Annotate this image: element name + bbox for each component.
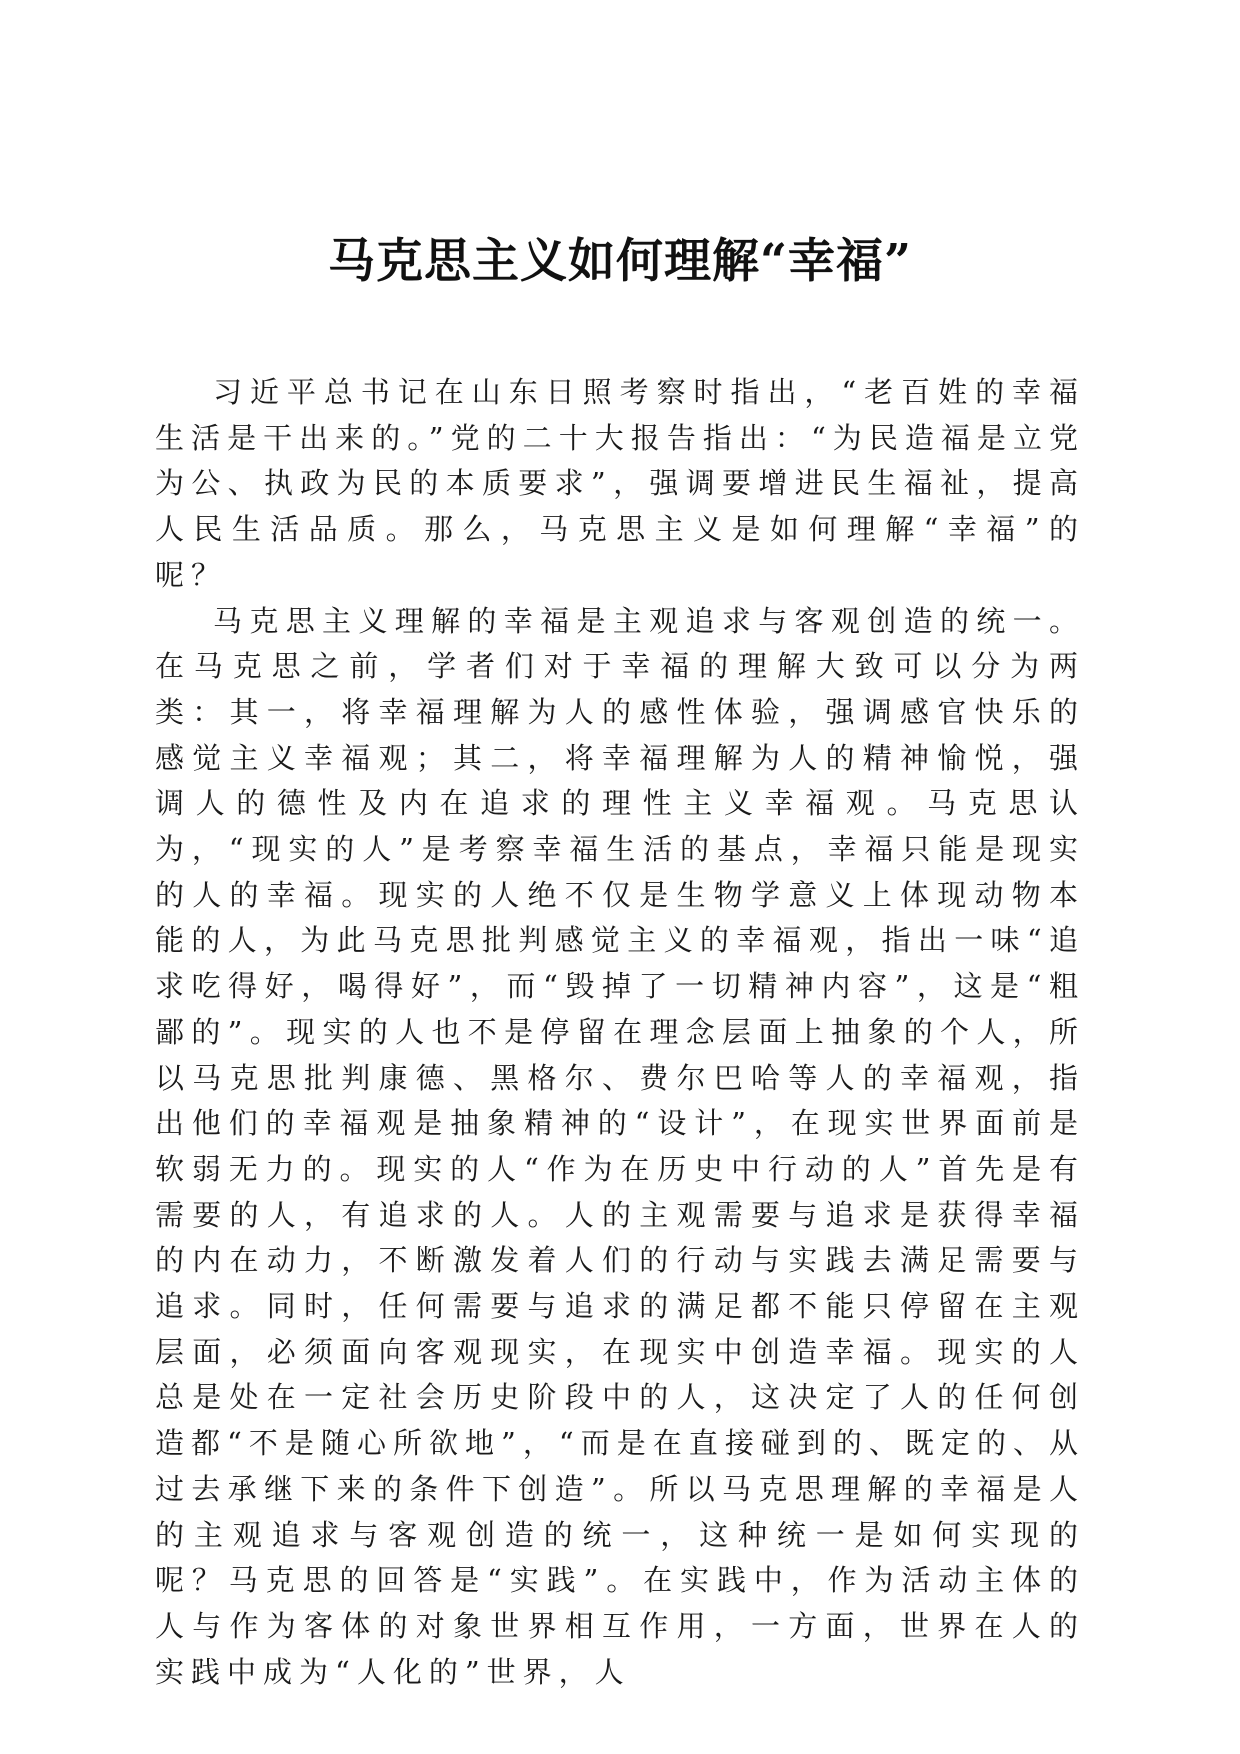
- paragraph: 马克思主义理解的幸福是主观追求与客观创造的统一。在马克思之前，学者们对于幸福的理解大致可以分为两类：其一，将幸福理解为人的感性体验，强调感官快乐的感觉主义幸福观；其二，将幸福理解为人的精神愉悦，强调人的德性及内在追求的理性主义幸福观。马克思认为，“现实的人”是考察幸福生活的基点，幸福只能是现实的人的幸福。现实的人绝不仅是生物学意义上体现动物本能的人，为此马克思批判感觉主义的幸福观，指出一味“追求吃得好，喝得好”，而“毁掉了一切精神内容”，这是“粗鄙的”。现实的人也不是停留在理念层面上抽象的个人，所以马克思批判康德、黑格尔、费尔巴哈等人的幸福观，指出他们的幸福观是抽象精神的“设计”，在现实世界面前是软弱无力的。现实的人“作为在历史中行动的人”首先是有需要的人，有追求的人。人的主观需要与追求是获得幸福的内在动力，不断激发着人们的行动与实践去满足需要与追求。同时，任何需要与追求的满足都不能只停留在主观层面，必须面向客观现实，在现实中创造幸福。现实的人总是处在一定社会历史阶段中的人，这决定了人的任何创造都“不是随心所欲地”，“而是在直接碰到的、既定的、从过去承继下来的条件下创造”。所以马克思理解的幸福是人的主观追求与客观创造的统一，这种统一是如何实现的呢？马克思的回答是“实践”。在实践中，作为活动主体的人与作为客体的对象世界相互作用，一方面，世界在人的实践中成为“人化的”世界，人: [155, 603, 1085, 1689]
- paragraph: 习近平总书记在山东日照考察时指出，“老百姓的幸福生活是干出来的。”党的二十大报告指出：“为民造福是立党为公、执政为民的本质要求”，强调要增进民生福祉，提高人民生活品质。那么，马克思主义是如何理解“幸福”的呢？: [155, 375, 1085, 592]
- document-body: [155, 370, 1085, 1695]
- document-title: 马克思主义如何理解“幸福”: [327, 234, 913, 289]
